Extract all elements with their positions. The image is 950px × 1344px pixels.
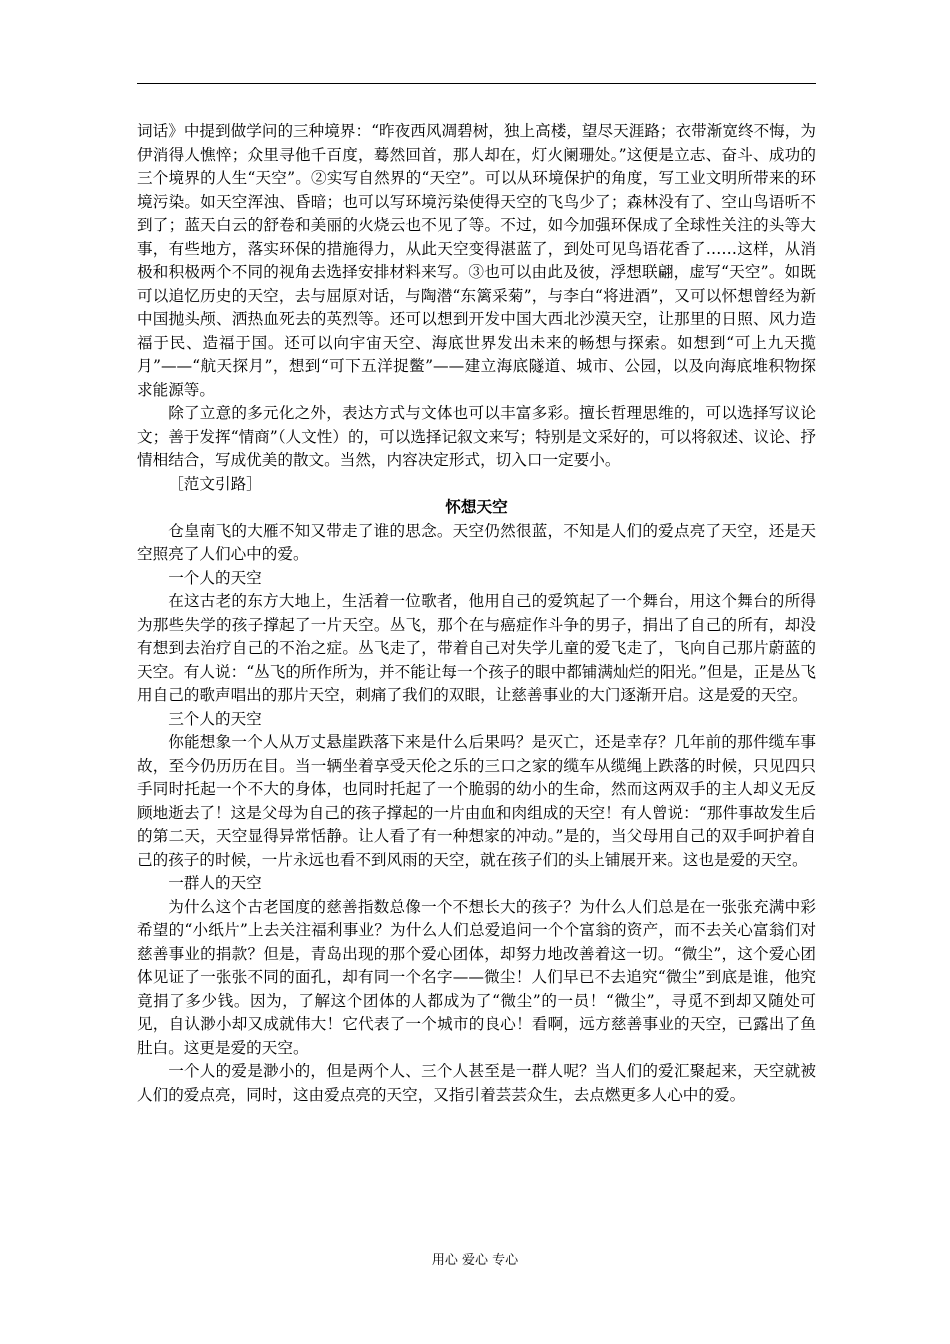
paragraph-expression-styles: 除了立意的多元化之外，表达方式与文体也可以丰富多彩。擅长哲理思维的，可以选择写议论文；善于发挥“情商”（人文性）的，可以选择记叙文来写；特别是文采好的，可以将叙述、议论、抒情相结合，写成优美的散文。当然，内容决定形式，切入口一定要小。 (137, 404, 816, 469)
page-footer: 用心 爱心 专心 (431, 1253, 519, 1268)
section-label-model-essay: ［范文引路］ (168, 474, 262, 493)
document-body (137, 120, 816, 1107)
essay-section3-text: 为什么这个古老国度的慈善指数总像一个不想长大的孩子？为什么人们总是在一张张充满中彩希望的“小纸片”上去关注福利事业？为什么人们总爱追问一个个富翁的资产，而不去关心富翁们对慈善事业的捐款？但是，青岛出现的那个爱心团体，却努力地改善着这一切。“微尘”，这个爱心团体见证了一张张不同的面孔，却有同一个名字——微尘！人们早已不去追究“微尘”到底是谁，他究竟捐了多少钱。因为，了解这个团体的人都成为了“微尘”的一员！“微尘”，寻觅不到却又随处可见，自认渺小却又成就伟大！它代表了一个城市的良心！看啊，远方慈善事业的天空，已露出了鱼肚白。这更是爱的天空。 (137, 897, 816, 1057)
essay-intro: 仓皇南飞的大雁不知又带走了谁的思念。天空仍然很蓝，不知是人们的爱点亮了天空，还是天空照亮了人们心中的爱。 (137, 521, 816, 563)
essay-section1-heading: 一个人的天空 (168, 568, 262, 587)
essay-section2-heading: 三个人的天空 (168, 709, 262, 728)
essay-section2-text: 你能想象一个人从万丈悬崖跌落下来是什么后果吗？是灭亡，还是幸存？几年前的那件缆车事故，至今仍历历在目。当一辆坐着享受天伦之乐的三口之家的缆车从缆绳上跌落的时候，只见四只手同时托起一个不大的身体，也同时托起了一个脆弱的幼小的生命，然而这两双手的主人却义无反顾地逝去了！这是父母为自己的孩子撑起的一片由血和肉组成的天空！有人曾说：“那件事故发生后的第二天，天空显得异常恬静。让人看了有一种想家的冲动。”是的，当父母用自己的双手呵护着自己的孩子的时候，一片永远也看不到风雨的天空，就在孩子们的头上铺展开来。这也是爱的天空。 (137, 733, 816, 869)
header-rule (137, 83, 816, 84)
essay-title: 怀想天空 (445, 498, 508, 516)
paragraph-three-realms: 词话》中提到做学问的三种境界：“昨夜西风凋碧树，独上高楼，望尽天涯路；衣带渐宽终不悔，为伊消得人憔悴；众里寻他千百度，蓦然回首，那人却在，灯火阑珊处。”这便是立志、奋斗、成功的三个境界的人生“天空”。②实写自然界的“天空”。可以从环境保护的角度，写工业文明所带来的环境污染。如天空浑浊、昏暗；也可以写环境污染使得天空的飞鸟少了；森林没有了、空山鸟语听不到了；蓝天白云的舒卷和美丽的火烧云也不见了等。不过，如今加强环保成了全球性关注的头等大事，有些地方，落实环保的措施得力，从此天空变得湛蓝了，到处可见鸟语花香了……这样，从消极和积极两个不同的视角去选择安排材料来写。③也可以由此及彼，浮想联翩，虚写“天空”。如既可以追忆历史的天空，去与屈原对话，与陶潜“东篱采菊”，与李白“将进酒”，又可以怀想曾经为新中国抛头颅、洒热血死去的英烈等。还可以想到开发中国大西北沙漠天空，让那里的日照、风力造福于民、造福于国。还可以向宇宙天空、海底世界发出未来的畅想与探索。如想到“可上九天揽月”——“航天探月”，想到“可下五洋捉鳖”——建立海底隧道、城市、公园，以及向海底堆积物探求能源等。 (137, 122, 816, 399)
essay-conclusion: 一个人的爱是渺小的，但是两个人、三个人甚至是一群人呢？当人们的爱汇聚起来，天空就被人们的爱点亮，同时，这由爱点亮的天空，又指引着芸芸众生，去点燃更多人心中的爱。 (137, 1062, 816, 1104)
essay-section1-text: 在这古老的东方大地上，生活着一位歌者，他用自己的爱筑起了一个舞台，用这个舞台的所得为那些失学的孩子撑起了一片天空。丛飞，那个在与癌症作斗争的男子，捐出了自己的所有，却没有想到去治疗自己的不治之症。丛飞走了，带着自己对失学儿童的爱飞走了，飞向自己那片蔚蓝的天空。有人说：“丛飞的所作所为，并不能让每一个孩子的眼中都铺满灿烂的阳光。”但是，正是丛飞用自己的歌声唱出的那片天空，刺痛了我们的双眼，让慈善事业的大门逐渐开启。这是爱的天空。 (137, 592, 816, 704)
essay-section3-heading: 一群人的天空 (168, 874, 262, 892)
